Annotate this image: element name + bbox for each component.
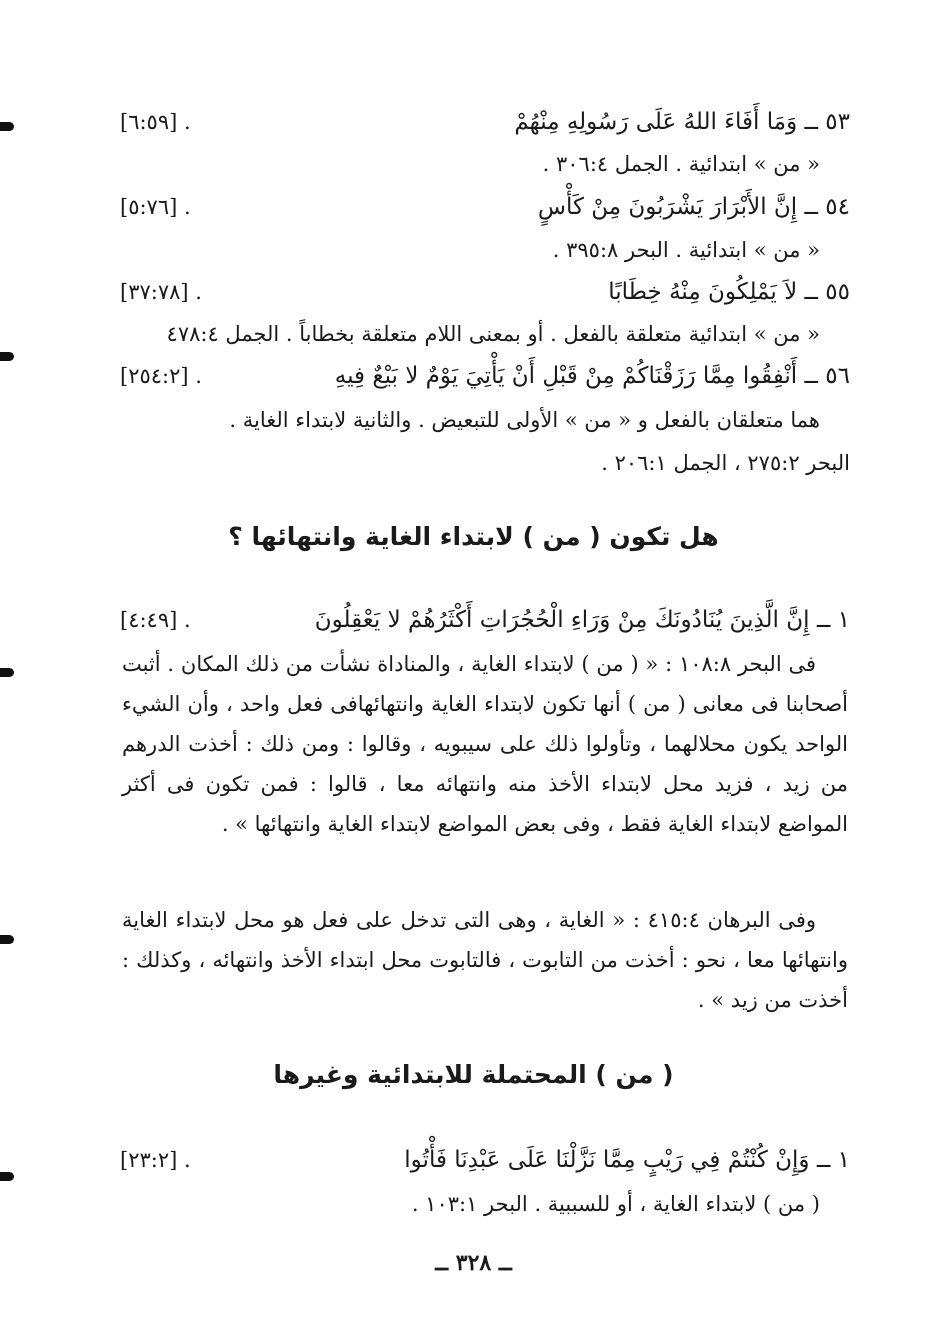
paragraph-text: وفى البرهان ٤١٥:٤ : « الغاية ، وهى التى تدخل على فعل هو محل لابتداء الغاية وانتهائها معا ، نحو : أخذت من التابوت ، فالتابوت محل ابتداء الأخذ وانتهائه ، وكذلك : أخذت من زيد » . — [122, 908, 848, 1012]
scan-mark — [0, 935, 14, 944]
scan-mark — [0, 1172, 14, 1181]
verse-reference: [٥:٧٦] . — [120, 195, 191, 219]
verse-text: ٥٦ ــ أَنْفِقُوا مِمَّا رَزَقْنَاكُمْ مِنْ قَبْلِ أَنْ يَأْتِيَ يَوْمٌ لا بَيْعٌ فِيهِ — [334, 363, 850, 389]
verse-line-c1 — [120, 1140, 850, 1180]
note-text: ( من ) لابتداء الغاية ، أو للسببية . البحر ١٠٣:١ . — [411, 1192, 820, 1216]
scan-mark — [0, 122, 14, 131]
verse-text: ٥٣ ــ وَمَا أَفَاءَ اللهُ عَلَى رَسُولِهِ مِنْهُمْ — [514, 109, 850, 135]
verse-text: ٥٤ ــ إِنَّ الأَبْرَارَ يَشْرَبُونَ مِنْ كَأْسٍ — [537, 194, 850, 220]
verse-reference: [٢٥٤:٢] . — [120, 364, 202, 388]
verse-reference: [٦:٥٩] . — [120, 110, 191, 134]
note-line-c1 — [120, 1184, 850, 1224]
note-text: البحر ٢٧٥:٢ ، الجمل ٢٠٦:١ . — [601, 451, 850, 475]
verse-line-53 — [120, 102, 850, 142]
note-line-55 — [120, 314, 850, 354]
verse-line-54 — [120, 187, 850, 227]
paragraph-text: فى البحر ١٠٨:٨ : « ( من ) لابتداء الغاية ، والمناداة نشأت من ذلك المكان . أثبت أصحابنا فى معانى ( من ) أنها تكون لابتداء الغاية وانتهائهافى فعل واحد ، وأن الشيء الواحد يكون محلالهما ، وتأولوا ذلك على سيبويه ، وقالوا : ومن ذلك : أخذت الدرهم من زيد ، فزيد محل لابتداء الأخذ منه وانتهائه معا ، قالوا : فمن تكون فى أكثر المواضع لابتداء الغاية فقط ، وفى بعض المواضع لابتداء الغاية وانتهائها » . — [122, 652, 848, 836]
verse-line-55 — [120, 272, 850, 312]
section-heading: ( من ) المحتملة للابتدائية وغيرها — [273, 1060, 674, 1089]
note-text: هما متعلقان بالفعل و « من » الأولى للتبعيض . والثانية لابتداء الغاية . — [229, 408, 820, 432]
verse-line-56 — [120, 356, 850, 396]
note-text: « من » ابتدائية . البحر ٣٩٥:٨ . — [552, 238, 820, 262]
note-line-53 — [120, 144, 850, 184]
note-line-56a — [120, 400, 850, 440]
verse-reference: [٤:٤٩] . — [120, 608, 191, 632]
note-text: « من » ابتدائية متعلقة بالفعل . أو بمعنى اللام متعلقة بخطاباً . الجمل ٤٧٨:٤ — [166, 322, 820, 346]
verse-text: ١ ــ إِنَّ الَّذِينَ يُنَادُونَكَ مِنْ وَرَاءِ الْحُجُرَاتِ أَكْثَرُهُمْ لا يَعْقِلُونَ — [314, 607, 850, 633]
note-text: « من » ابتدائية . الجمل ٣٠٦:٤ . — [542, 152, 820, 176]
commentary-paragraph — [122, 900, 848, 1020]
verse-line-b1 — [120, 600, 850, 640]
page-number: ــ ٣٢٨ ــ — [435, 1250, 512, 1276]
verse-text: ٥٥ ــ لاَ يَمْلِكُونَ مِنْهُ خِطَابًا — [608, 279, 850, 305]
commentary-paragraph — [122, 644, 848, 844]
scan-mark — [0, 668, 14, 677]
verse-text: ١ ــ وَإِنْ كُنْتُمْ فِي رَيْبٍ مِمَّا نَزَّلْنَا عَلَى عَبْدِنَا فَأْتُوا — [404, 1147, 850, 1173]
note-line-56b — [120, 443, 850, 483]
verse-reference: [٣٧:٧٨] . — [120, 280, 202, 304]
section-heading: هل تكون ( من ) لابتداء الغاية وانتهائها ؟ — [228, 522, 719, 551]
note-line-54 — [120, 230, 850, 270]
verse-reference: [٢٣:٢] . — [120, 1148, 191, 1172]
scan-mark — [0, 352, 14, 361]
